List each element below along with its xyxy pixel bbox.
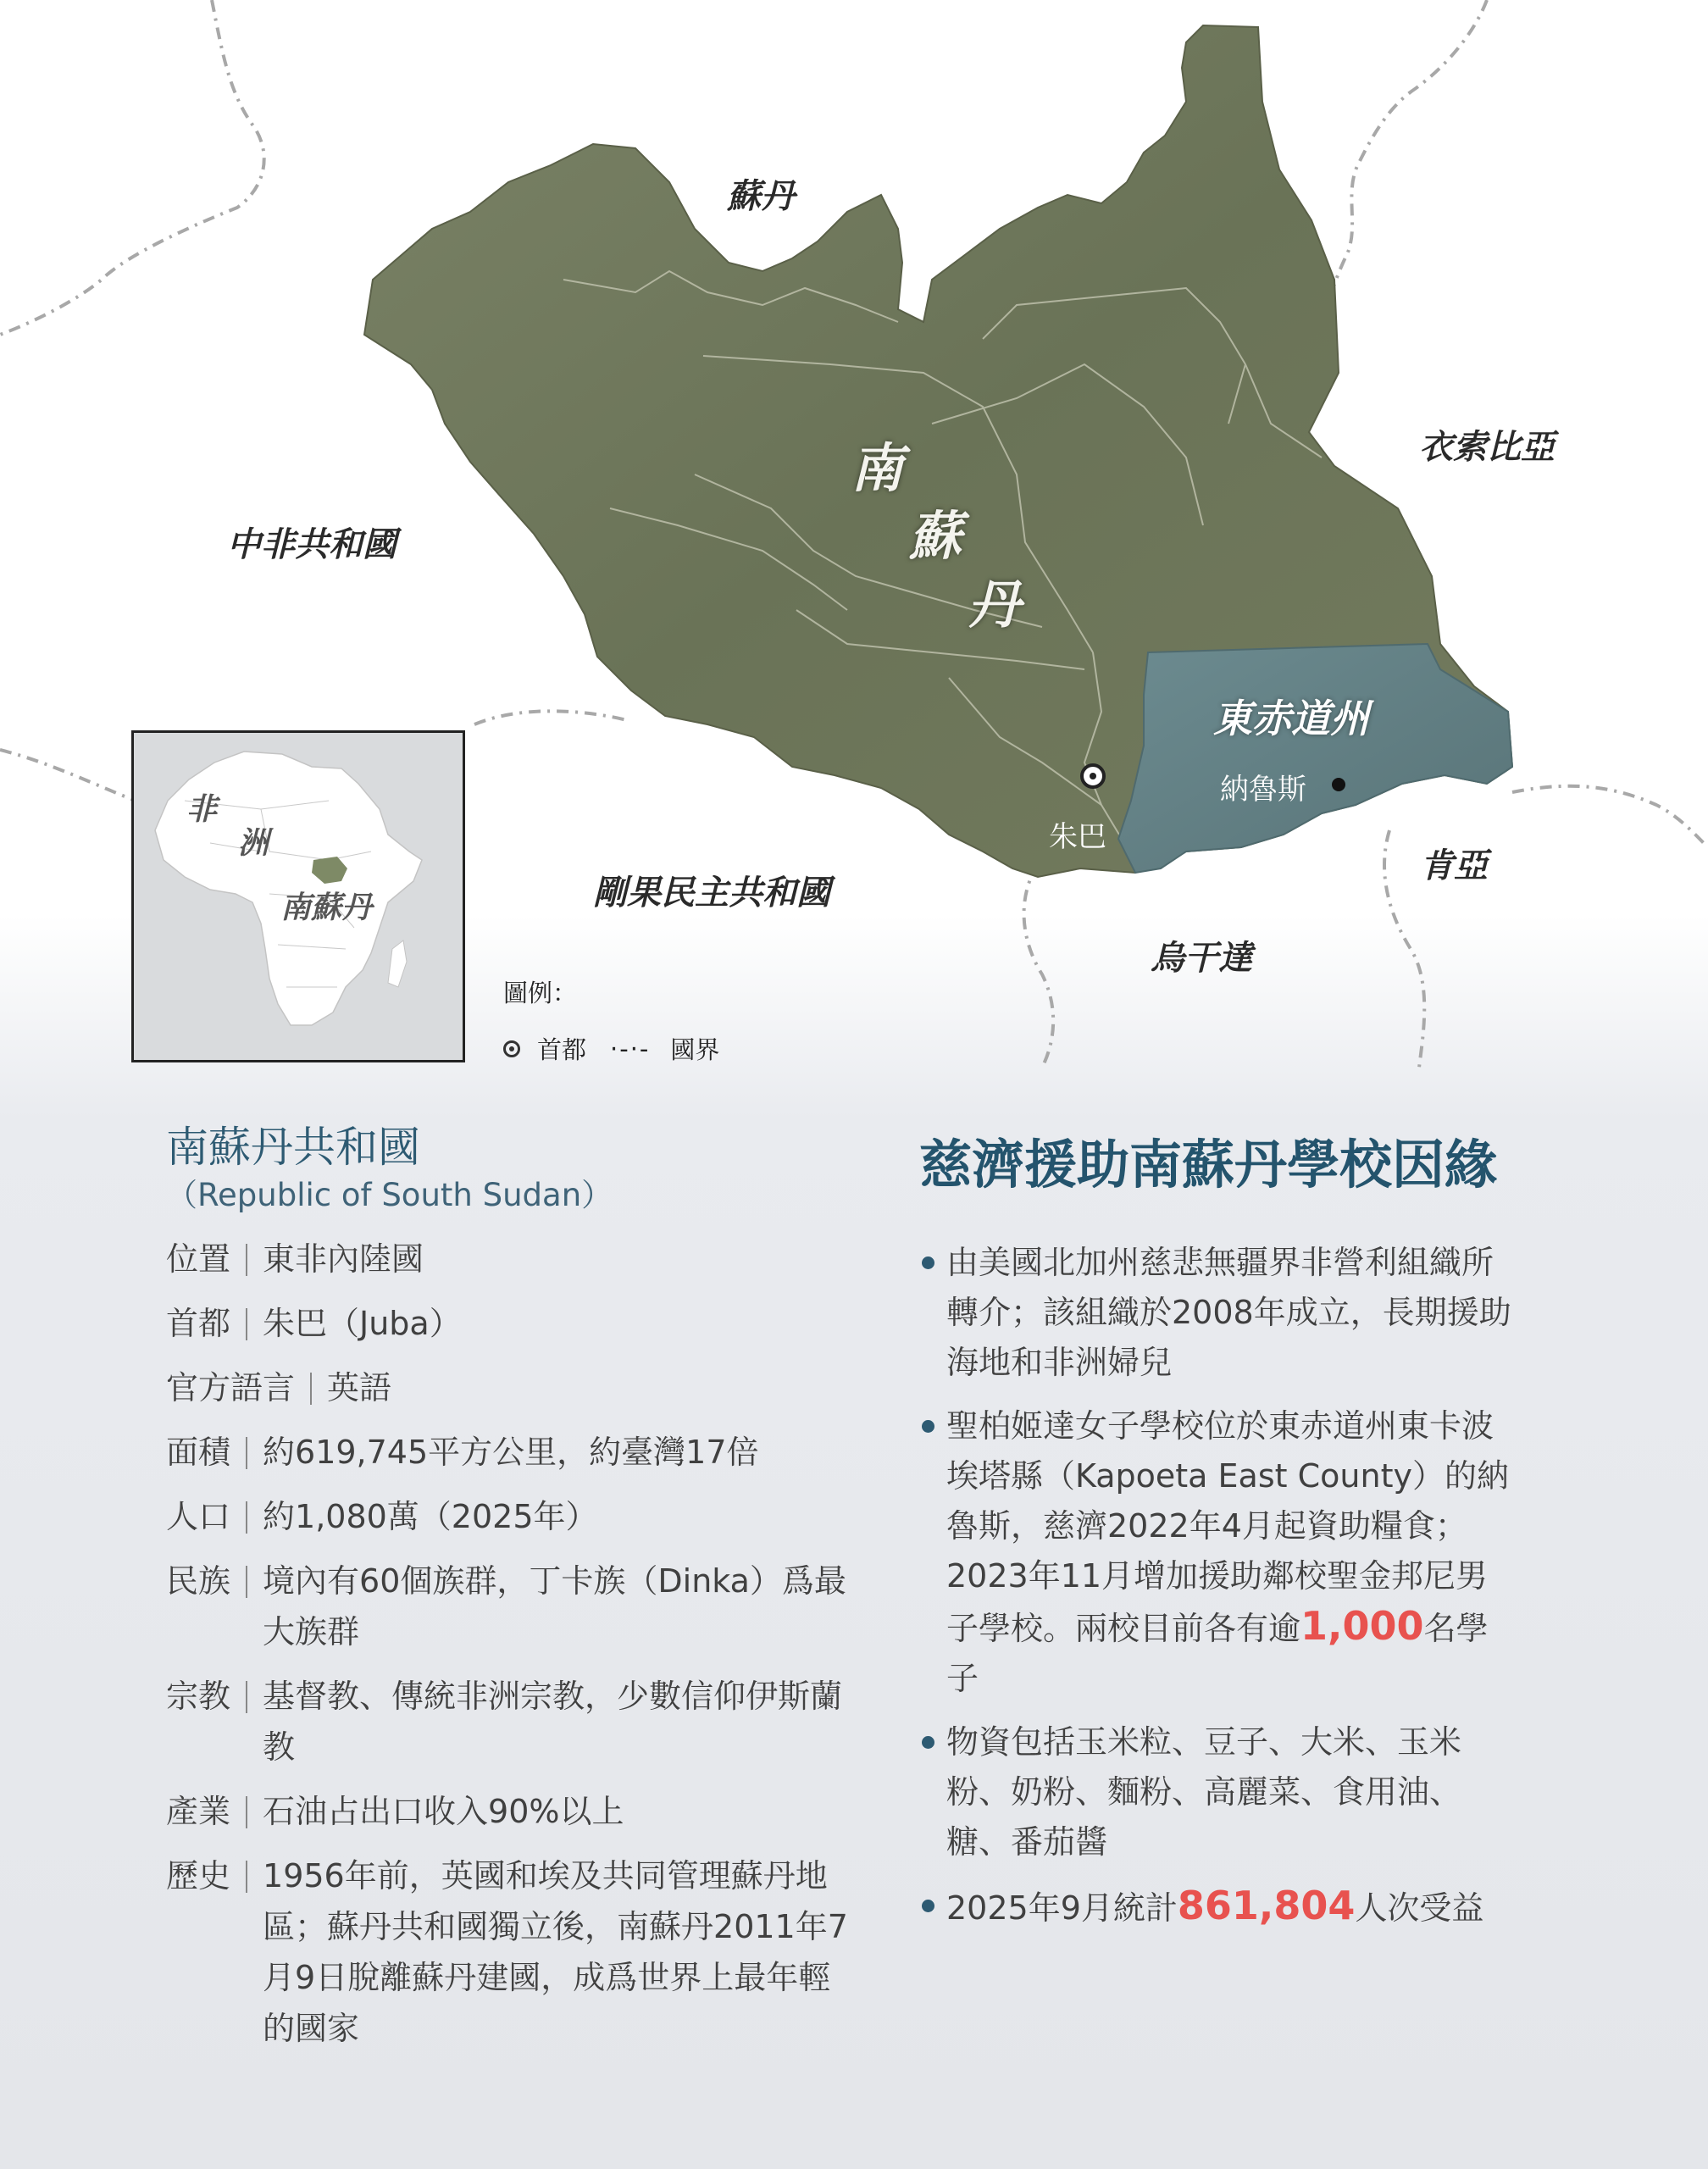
legend-capital: 首都	[537, 1035, 587, 1064]
inset-label-south-sudan: 南蘇丹	[280, 890, 373, 925]
fact-key: 人口	[166, 1498, 231, 1535]
capital-symbol-icon	[503, 1040, 520, 1057]
fact-row	[166, 1427, 861, 1478]
fact-row	[166, 1556, 861, 1657]
fact-row	[166, 1234, 861, 1284]
label-south-sudan-3: 丹	[968, 574, 1021, 635]
inset-map	[131, 730, 465, 1062]
fact-key: 面積	[166, 1434, 231, 1471]
fact-value: 約1,080萬（2025年）	[263, 1498, 598, 1535]
fact-key: 產業	[166, 1793, 231, 1830]
bullet-dot-icon	[922, 1900, 934, 1912]
fact-value: 朱巴（Juba）	[263, 1305, 462, 1342]
fact-value: 東非內陸國	[263, 1240, 424, 1278]
fact-value: 英語	[327, 1369, 392, 1406]
country-title: 南蘇丹共和國	[166, 1123, 420, 1172]
label-sudan: 蘇丹	[727, 176, 795, 216]
bullet-dot-icon	[922, 1256, 934, 1269]
legend-title: 圖例：	[503, 979, 578, 1007]
fact-key: 官方語言	[166, 1369, 296, 1406]
aid-bullet-text	[946, 1881, 1512, 1933]
fact-key: 位置	[166, 1240, 231, 1278]
label-uganda: 烏干達	[1151, 938, 1252, 978]
tzuchi-aid-info	[919, 1131, 1512, 1947]
madagascar-shape	[388, 940, 407, 987]
label-ethiopia: 衣索比亞	[1419, 427, 1555, 467]
fact-row	[166, 1362, 861, 1413]
legend	[503, 974, 719, 1066]
label-south-sudan-1: 南	[851, 437, 904, 499]
label-car: 中非共和國	[227, 524, 396, 564]
beneficiary-count: 861,804	[1177, 1883, 1356, 1928]
fact-row	[166, 1850, 861, 2054]
fact-row	[166, 1491, 861, 1542]
fact-key: 歷史	[166, 1857, 231, 1894]
label-south-sudan-2: 蘇	[909, 505, 962, 567]
fact-key: 宗教	[166, 1678, 231, 1715]
aid-bullet-text: 物資包括玉米粒、豆子、大米、玉米粉、奶粉、麵粉、高麗菜、食用油、糖、番茄醬	[946, 1723, 1462, 1861]
aid-bullet	[919, 1717, 1512, 1867]
student-count: 1,000	[1300, 1603, 1424, 1649]
fact-row	[166, 1786, 861, 1837]
border-symbol-icon: ·-·-	[610, 1034, 651, 1063]
fact-row	[166, 1298, 861, 1349]
fact-value: 境內有60個族群，丁卡族（Dinka）爲最大族群	[263, 1562, 846, 1650]
label-eastern-equatoria: 東赤道州	[1213, 696, 1369, 741]
label-drc: 剛果民主共和國	[593, 873, 830, 913]
country-subtitle: （Republic of South Sudan）	[166, 1177, 613, 1213]
bullet-dot-icon	[922, 1420, 934, 1433]
aid-title: 慈濟援助南蘇丹學校因緣	[919, 1134, 1498, 1195]
label-kenya: 肯亞	[1420, 846, 1488, 885]
fact-value: 1956年前，英國和埃及共同管理蘇丹地區；蘇丹共和國獨立後，南蘇丹2011年7月9日脫離蘇丹建國，成爲世界上最年輕的國家	[263, 1857, 848, 2047]
aid-bullet	[919, 1401, 1512, 1704]
legend-border: 國界	[670, 1035, 720, 1064]
fact-row	[166, 1671, 861, 1772]
label-juba: 朱巴	[1049, 820, 1106, 854]
inset-label-africa-2: 洲	[238, 825, 269, 861]
fact-value: 石油占出口收入90%以上	[263, 1793, 624, 1830]
aid-bullet-text-pre: 2025年9月統計	[946, 1889, 1178, 1927]
country-info	[166, 1120, 861, 2054]
aid-bullet-text-main: 聖柏姬達女子學校位於東赤道州東卡波埃塔縣（Kapoeta East County）的納魯斯，慈濟2022年4月起資助糧食；2023年11月增加援助鄰校聖金邦尼男子學校。兩校目前各有逾	[946, 1407, 1509, 1647]
narus-marker	[1332, 778, 1345, 791]
fact-value: 基督教、傳統非洲宗教，少數信仰伊斯蘭教	[263, 1678, 843, 1766]
aid-bullet-text-tail: 名學子	[946, 1610, 1489, 1697]
bullet-dot-icon	[922, 1736, 934, 1749]
aid-bullet-text	[946, 1401, 1512, 1704]
fact-value: 約619,745平方公里，約臺灣17倍	[263, 1434, 759, 1471]
aid-bullet-text: 由美國北加州慈悲無疆界非營利組織所轉介；該組織於2008年成立，長期援助海地和非洲婦兒	[946, 1244, 1511, 1381]
label-narus: 納魯斯	[1220, 773, 1306, 807]
aid-bullet-text-tail: 人次受益	[1355, 1889, 1484, 1927]
aid-bullet	[919, 1881, 1512, 1933]
fact-key: 民族	[166, 1562, 231, 1600]
fact-key: 首都	[166, 1305, 231, 1342]
inset-label-africa-1: 非	[186, 791, 218, 827]
aid-bullet	[919, 1238, 1512, 1388]
